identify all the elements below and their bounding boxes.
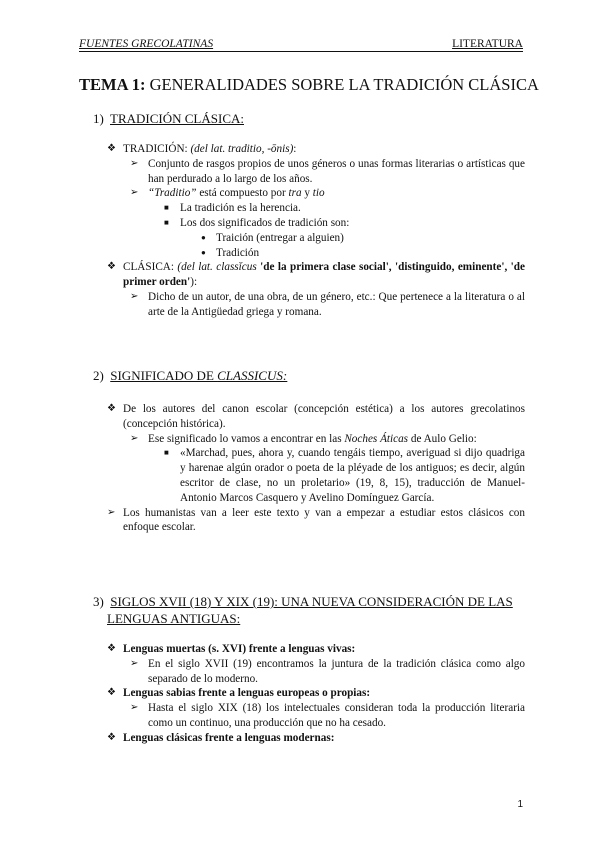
- square-bullet-icon: ■: [164, 448, 169, 458]
- clasica-etymology: (del lat. classĭcus: [177, 261, 261, 274]
- list-item-quote: [164, 446, 525, 505]
- arrow-bullet-icon: ➢: [130, 187, 139, 199]
- header-category: LITERATURA: [452, 38, 523, 50]
- clasicas-heading: Lenguas clásicas frente a lenguas modernas:: [123, 731, 335, 744]
- clasica-colon: :: [193, 276, 198, 289]
- list-item-clasica: [107, 260, 525, 290]
- canon-text: De los autores del canon escolar (concepción estética) a los autores grecolatinos (concepción histórica).: [123, 403, 525, 430]
- traditio-tio: tio: [312, 187, 325, 200]
- diamond-bullet-icon: ❖: [107, 403, 116, 414]
- list-item-traditio: [130, 186, 525, 201]
- traditio-y: y: [301, 187, 313, 200]
- clasica-meaning: 'de la primera clase social', 'distinguido, eminente', 'de primer orden': [123, 261, 525, 289]
- quote-text: «Marchad, pues, ahora y, cuando tengáis tiempo, averiguad si dijo quadriga y harenae algún orador o poeta de la pléyade de los antiguos; es decir, algún escritor de clase, no un proletario» (19, 8, 15), traducción de Manuel-Antonio Marcos Casquero y Avelino Domínguez García.: [180, 447, 525, 504]
- list-item-canon: [107, 402, 525, 432]
- square-bullet-icon: ■: [164, 217, 169, 227]
- continuo-text: Hasta el siglo XIX (18) los intelectuales consideran toda la producción literaria como un continuo, una producción que no ha cesado.: [148, 702, 525, 729]
- list-item-sabias: [107, 686, 525, 701]
- section-number: 3): [93, 594, 104, 609]
- juntura-text: En el siglo XVII (19) encontramos la juntura de la tradición clásica como algo separado de lo moderno.: [148, 657, 525, 685]
- list-item-noches: [130, 432, 525, 447]
- section-title-line2: LENGUAS ANTIGUAS:: [107, 610, 241, 626]
- list-item-definition: [130, 157, 525, 187]
- tradicion-label: TRADICIÓN:: [123, 143, 191, 155]
- section-number: 2): [93, 368, 104, 383]
- traicion-text: Traición (entregar a alguien): [216, 231, 344, 244]
- header-subject: FUENTES GRECOLATINAS: [79, 38, 214, 50]
- arrow-bullet-icon: ➢: [130, 657, 139, 669]
- section-1-body: [107, 142, 525, 320]
- clasica-close: ): [190, 276, 194, 289]
- list-item-clasica-def: [130, 290, 525, 320]
- tradicion-colon: :: [293, 143, 297, 155]
- diamond-bullet-icon: ❖: [107, 687, 116, 699]
- diamond-bullet-icon: ❖: [107, 643, 116, 654]
- traditio-quote: “Traditio”: [148, 187, 197, 200]
- title-number: TEMA 1:: [79, 75, 146, 94]
- section-2-body: [107, 402, 525, 535]
- list-item-traicion: [201, 231, 525, 246]
- arrow-bullet-icon: ➢: [130, 290, 139, 302]
- section-title-pre: SIGNIFICADO DE: [110, 368, 218, 383]
- muertas-heading: Lenguas muertas (s. XVI) frente a lenguas vivas:: [123, 643, 356, 655]
- noches-title: Noches Áticas: [344, 432, 409, 445]
- header-divider: [79, 51, 523, 52]
- arrow-bullet-icon: ➢: [107, 506, 116, 518]
- arrow-bullet-icon: ➢: [130, 157, 139, 169]
- section-2-heading: [93, 368, 525, 385]
- dot-bullet-icon: ●: [201, 232, 206, 242]
- section-3-heading: [93, 594, 525, 626]
- sabias-heading: Lenguas sabias frente a lenguas europeas o propias:: [123, 687, 371, 700]
- diamond-bullet-icon: ❖: [107, 731, 116, 743]
- noches-post: de Aulo Gelio:: [408, 432, 477, 445]
- list-item-tradicion: [107, 142, 525, 157]
- list-item-clasicas: [107, 731, 525, 746]
- page-number: 1: [517, 799, 523, 810]
- square-bullet-icon: ■: [164, 203, 169, 213]
- herencia-text: La tradición es la herencia.: [180, 202, 301, 215]
- list-item-herencia: [164, 201, 525, 216]
- definition-text: Conjunto de rasgos propios de unos géneros o unas formas literarias o artísticas que han perdurado a lo largo de los años.: [148, 157, 525, 185]
- arrow-bullet-icon: ➢: [130, 432, 139, 444]
- section-1-heading: [93, 111, 525, 128]
- diamond-bullet-icon: ❖: [107, 143, 116, 154]
- section-title: TRADICIÓN CLÁSICA:: [110, 111, 244, 126]
- arrow-bullet-icon: ➢: [130, 702, 139, 714]
- tradicion-text: Tradición: [216, 246, 260, 259]
- clasica-label: CLÁSICA:: [123, 261, 178, 274]
- clasica-def-text: Dicho de un autor, de una obra, de un género, etc.: Que pertenece a la literatura o al arte de la Antigüedad griega y romana.: [148, 290, 525, 318]
- humanistas-text: Los humanistas van a leer este texto y van a empezar a estudiar estos clásicos con enfoque escolar.: [123, 506, 525, 534]
- diamond-bullet-icon: ❖: [107, 261, 116, 273]
- list-item-continuo: [130, 701, 525, 731]
- list-item-juntura: [130, 657, 525, 687]
- list-item-muertas: [107, 642, 525, 657]
- traditio-mid: está compuesto por: [196, 187, 289, 200]
- significados-text: Los dos significados de tradición son:: [180, 216, 350, 229]
- list-item-significados: [164, 216, 525, 231]
- noches-pre: Ese significado lo vamos a encontrar en las: [148, 432, 345, 445]
- dot-bullet-icon: ●: [201, 247, 206, 257]
- tradicion-etymology: (del lat. traditio, -ōnis): [190, 143, 294, 155]
- list-item-humanistas: [107, 506, 525, 536]
- title-text: GENERALIDADES SOBRE LA TRADICIÓN CLÁSICA: [145, 75, 539, 94]
- section-3-body: [107, 642, 525, 746]
- traditio-tra: tra: [288, 187, 302, 200]
- list-item-tradicion-2: [201, 246, 525, 261]
- page-title: [79, 75, 539, 95]
- section-title-em: CLASSICUS:: [217, 368, 288, 383]
- section-title-line1: SIGLOS XVII (18) Y XIX (19): UNA NUEVA CONSIDERACIÓN DE LAS: [110, 594, 513, 609]
- section-title: [110, 368, 287, 383]
- section-number: 1): [93, 111, 104, 126]
